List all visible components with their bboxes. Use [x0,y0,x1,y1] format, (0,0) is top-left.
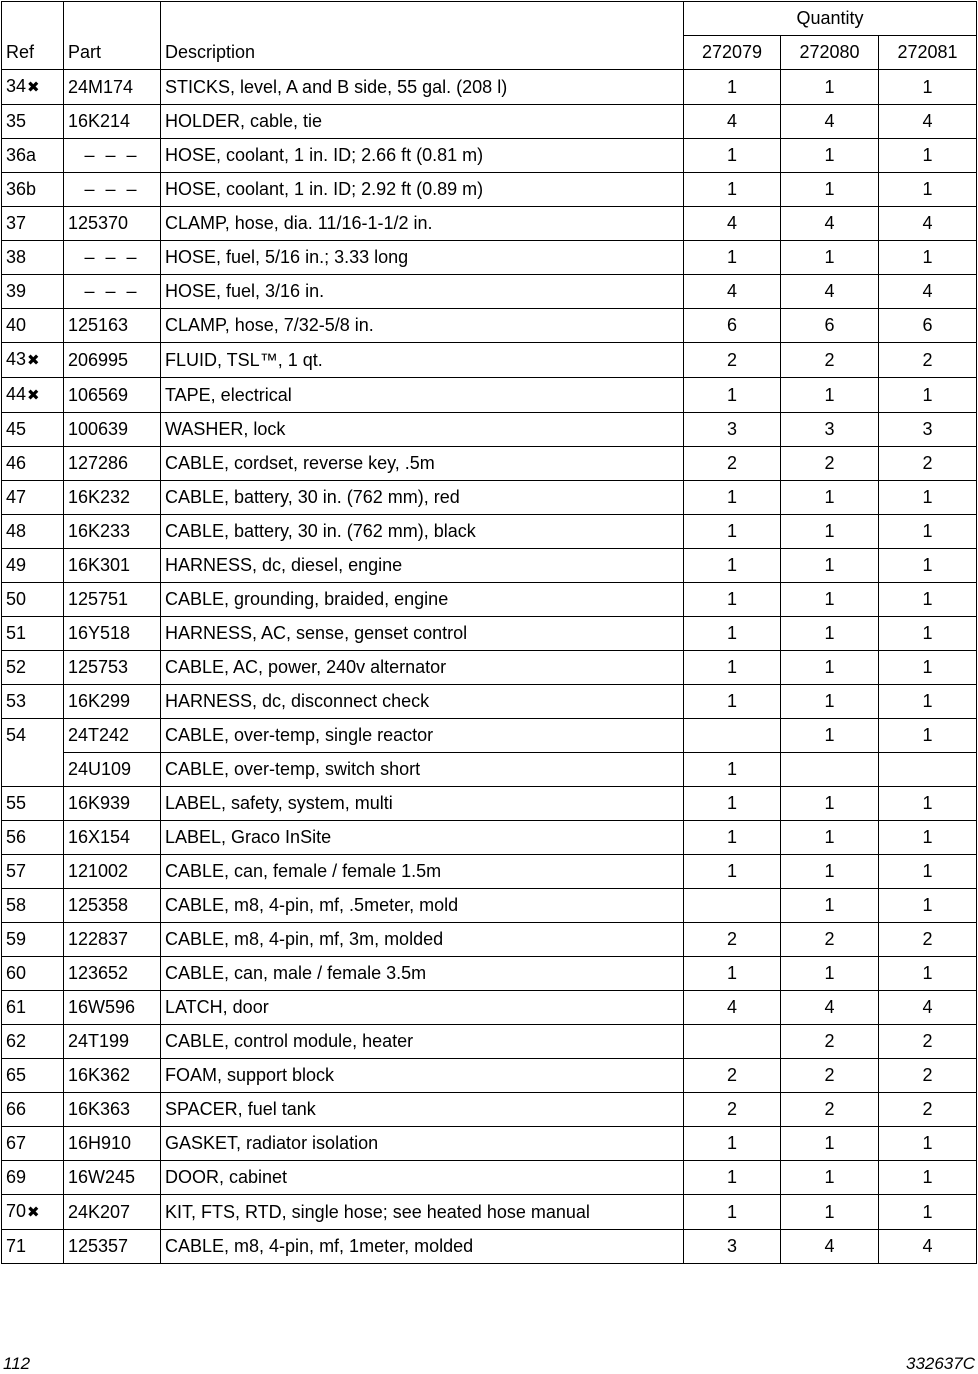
ref-number: 60 [6,963,27,983]
part-cell: 125163 [64,309,161,343]
ref-cell [2,1161,64,1195]
kit-mark-icon: ✖ [27,387,40,404]
ref-cell [2,821,64,855]
table-row [2,583,977,617]
quantity-cell: 1 [781,173,879,207]
ref-number: 66 [6,1099,27,1119]
quantity-cell: 1 [781,481,879,515]
description-cell: SPACER, fuel tank [161,1093,684,1127]
ref-number: 49 [6,555,27,575]
quantity-cell: 1 [684,787,781,821]
ref-cell [2,241,64,275]
part-cell: 16K233 [64,515,161,549]
ref-cell [2,1059,64,1093]
part-cell: 125357 [64,1230,161,1264]
quantity-cell: 1 [781,378,879,413]
table-row [2,309,977,343]
table-row [2,1195,977,1230]
quantity-cell: 2 [879,343,977,378]
quantity-cell: 4 [781,1230,879,1264]
ref-cell [2,207,64,241]
quantity-cell: 1 [879,685,977,719]
quantity-cell [684,889,781,923]
part-cell: 16W596 [64,991,161,1025]
quantity-cell: 1 [879,855,977,889]
part-cell: 16K939 [64,787,161,821]
quantity-cell: 1 [684,241,781,275]
ref-cell [2,378,64,413]
quantity-cell: 1 [684,1127,781,1161]
ref-number: 70 [6,1201,27,1221]
quantity-cell: 1 [879,787,977,821]
quantity-cell: 2 [879,1093,977,1127]
table-row [2,957,977,991]
ref-cell [2,515,64,549]
quantity-cell: 4 [781,991,879,1025]
description-cell: WASHER, lock [161,413,684,447]
quantity-cell: 1 [879,70,977,105]
ref-cell [2,957,64,991]
ref-cell [2,549,64,583]
description-cell: HARNESS, dc, diesel, engine [161,549,684,583]
description-cell: CABLE, grounding, braided, engine [161,583,684,617]
quantity-cell: 1 [684,821,781,855]
quantity-cell: 1 [781,139,879,173]
quantity-cell: 1 [684,753,781,787]
ref-number: 40 [6,315,27,335]
quantity-cell: 1 [781,719,879,753]
table-row [2,207,977,241]
part-cell: – – – [64,139,161,173]
quantity-cell: 1 [781,855,879,889]
quantity-cell: 4 [684,991,781,1025]
quantity-cell: 2 [879,1025,977,1059]
table-row [2,1093,977,1127]
part-cell: 125753 [64,651,161,685]
ref-number: 43 [6,349,27,369]
description-cell: HARNESS, dc, disconnect check [161,685,684,719]
table-row [2,515,977,549]
quantity-cell: 1 [684,515,781,549]
kit-mark-icon: ✖ [27,1204,40,1221]
ref-cell [2,719,64,787]
kit-mark-icon: ✖ [27,352,40,369]
quantity-cell: 1 [781,889,879,923]
part-cell: 16X154 [64,821,161,855]
description-cell: FLUID, TSL™, 1 qt. [161,343,684,378]
table-row [2,753,977,787]
table-row [2,378,977,413]
ref-cell [2,139,64,173]
description-cell: STICKS, level, A and B side, 55 gal. (208 l) [161,70,684,105]
part-cell: 206995 [64,343,161,378]
description-cell: CABLE, over-temp, switch short [161,753,684,787]
ref-cell [2,685,64,719]
quantity-cell: 1 [781,821,879,855]
table-row [2,651,977,685]
quantity-cell: 1 [781,1127,879,1161]
quantity-cell: 2 [684,1093,781,1127]
table-row [2,1127,977,1161]
ref-cell [2,105,64,139]
quantity-cell: 1 [879,515,977,549]
part-cell: 24T242 [64,719,161,753]
description-cell: DOOR, cabinet [161,1161,684,1195]
ref-number: 52 [6,657,27,677]
quantity-cell: 1 [684,957,781,991]
table-row [2,481,977,515]
part-cell: – – – [64,173,161,207]
part-cell: 16K363 [64,1093,161,1127]
quantity-cell: 1 [781,651,879,685]
quantity-cell: 1 [684,173,781,207]
quantity-cell: 1 [879,651,977,685]
quantity-cell: 1 [781,241,879,275]
table-row [2,1230,977,1264]
description-cell: LABEL, Graco InSite [161,821,684,855]
quantity-cell: 6 [781,309,879,343]
table-row [2,1059,977,1093]
table-row [2,343,977,378]
ref-cell [2,617,64,651]
description-header: Description [161,2,684,70]
quantity-cell: 1 [684,549,781,583]
quantity-cell: 4 [781,105,879,139]
ref-number: 55 [6,793,27,813]
quantity-cell: 4 [684,275,781,309]
quantity-cell: 1 [781,1195,879,1230]
part-cell: 24K207 [64,1195,161,1230]
part-cell: – – – [64,241,161,275]
quantity-cell: 4 [879,1230,977,1264]
quantity-cell: 4 [879,207,977,241]
part-cell: 24U109 [64,753,161,787]
quantity-cell: 1 [684,855,781,889]
quantity-cell: 2 [684,447,781,481]
part-cell: 121002 [64,855,161,889]
description-cell: CLAMP, hose, 7/32-5/8 in. [161,309,684,343]
part-cell: 123652 [64,957,161,991]
part-cell: – – – [64,275,161,309]
quantity-cell: 3 [684,413,781,447]
part-cell: 16K362 [64,1059,161,1093]
table-row [2,105,977,139]
ref-cell [2,1195,64,1230]
description-cell: HARNESS, AC, sense, genset control [161,617,684,651]
description-cell: CABLE, AC, power, 240v alternator [161,651,684,685]
ref-number: 45 [6,419,27,439]
description-cell: CABLE, m8, 4-pin, mf, 3m, molded [161,923,684,957]
quantity-cell: 2 [781,447,879,481]
table-row [2,275,977,309]
quantity-cell: 1 [781,515,879,549]
table-row [2,991,977,1025]
quantity-cell: 1 [879,889,977,923]
quantity-cell: 1 [781,957,879,991]
ref-number: 46 [6,453,27,473]
description-cell: CABLE, battery, 30 in. (762 mm), red [161,481,684,515]
ref-cell [2,413,64,447]
ref-cell [2,583,64,617]
quantity-cell: 3 [781,413,879,447]
ref-cell [2,1093,64,1127]
part-cell: 16K301 [64,549,161,583]
quantity-cell [781,753,879,787]
table-row [2,447,977,481]
quantity-cell: 1 [879,583,977,617]
quantity-cell: 4 [781,207,879,241]
ref-number: 65 [6,1065,27,1085]
quantity-cell: 1 [781,549,879,583]
ref-number: 35 [6,111,27,131]
description-cell: GASKET, radiator isolation [161,1127,684,1161]
quantity-cell: 6 [879,309,977,343]
quantity-cell: 1 [879,617,977,651]
part-cell: 125358 [64,889,161,923]
table-row [2,821,977,855]
ref-number: 59 [6,929,27,949]
quantity-cell: 2 [684,1059,781,1093]
ref-cell [2,343,64,378]
description-cell: HOSE, fuel, 3/16 in. [161,275,684,309]
ref-number: 67 [6,1133,27,1153]
ref-cell [2,1025,64,1059]
description-cell: HOLDER, cable, tie [161,105,684,139]
table-row [2,173,977,207]
part-cell: 122837 [64,923,161,957]
part-cell: 16W245 [64,1161,161,1195]
quantity-cell: 2 [879,923,977,957]
quantity-cell: 2 [684,923,781,957]
table-row [2,787,977,821]
page-number: 112 [3,1354,31,1373]
part-cell: 100639 [64,413,161,447]
quantity-cell: 1 [879,173,977,207]
part-cell: 16H910 [64,1127,161,1161]
quantity-cell: 1 [781,1161,879,1195]
quantity-cell: 1 [879,1127,977,1161]
description-cell: HOSE, coolant, 1 in. ID; 2.66 ft (0.81 m) [161,139,684,173]
ref-number: 48 [6,521,27,541]
ref-number: 61 [6,997,27,1017]
quantity-cell: 2 [781,923,879,957]
ref-cell [2,70,64,105]
table-row [2,1161,977,1195]
quantity-cell: 1 [684,139,781,173]
quantity-col-header: 272081 [879,36,977,70]
ref-cell [2,889,64,923]
ref-number: 39 [6,281,27,301]
quantity-cell: 1 [684,685,781,719]
ref-number: 36b [6,179,37,199]
part-cell: 125370 [64,207,161,241]
description-cell: CLAMP, hose, dia. 11/16-1-1/2 in. [161,207,684,241]
ref-cell [2,173,64,207]
description-cell: CABLE, control module, heater [161,1025,684,1059]
quantity-cell: 1 [879,1195,977,1230]
ref-cell [2,855,64,889]
quantity-cell: 1 [781,787,879,821]
table-row [2,139,977,173]
table-row [2,685,977,719]
description-cell: HOSE, fuel, 5/16 in.; 3.33 long [161,241,684,275]
quantity-cell: 2 [781,1093,879,1127]
part-cell: 16Y518 [64,617,161,651]
description-cell: FOAM, support block [161,1059,684,1093]
description-cell: TAPE, electrical [161,378,684,413]
quantity-cell: 4 [684,207,781,241]
quantity-cell: 2 [879,1059,977,1093]
description-cell: CABLE, can, female / female 1.5m [161,855,684,889]
part-cell: 127286 [64,447,161,481]
quantity-cell: 2 [684,343,781,378]
description-cell: KIT, FTS, RTD, single hose; see heated hose manual [161,1195,684,1230]
quantity-cell: 1 [781,583,879,617]
quantity-cell: 4 [781,275,879,309]
description-cell: HOSE, coolant, 1 in. ID; 2.92 ft (0.89 m) [161,173,684,207]
quantity-col-header: 272080 [781,36,879,70]
table-row [2,923,977,957]
table-row [2,413,977,447]
quantity-cell: 3 [684,1230,781,1264]
table-row [2,719,977,753]
quantity-cell: 1 [684,378,781,413]
ref-number: 58 [6,895,27,915]
part-cell: 16K214 [64,105,161,139]
kit-mark-icon: ✖ [27,79,40,96]
ref-number: 36a [6,145,37,165]
quantity-cell: 1 [684,1195,781,1230]
quantity-cell: 2 [781,1059,879,1093]
quantity-cell: 1 [781,685,879,719]
quantity-cell: 1 [879,481,977,515]
quantity-cell: 1 [684,1161,781,1195]
ref-cell [2,1127,64,1161]
quantity-cell: 1 [879,957,977,991]
quantity-cell: 1 [684,617,781,651]
ref-cell [2,787,64,821]
quantity-cell [684,719,781,753]
ref-number: 69 [6,1167,27,1187]
quantity-cell: 1 [879,549,977,583]
ref-number: 47 [6,487,27,507]
description-cell: LATCH, door [161,991,684,1025]
quantity-cell: 2 [879,447,977,481]
quantity-cell: 1 [684,481,781,515]
quantity-cell: 4 [684,105,781,139]
ref-cell [2,651,64,685]
ref-cell [2,1230,64,1264]
quantity-cell: 3 [879,413,977,447]
table-row [2,617,977,651]
ref-number: 37 [6,213,27,233]
description-cell: LABEL, safety, system, multi [161,787,684,821]
quantity-cell: 1 [684,583,781,617]
quantity-cell: 1 [781,70,879,105]
document-number: 332637C [905,1354,975,1373]
ref-number: 62 [6,1031,27,1051]
ref-number: 71 [6,1236,27,1256]
ref-number: 50 [6,589,27,609]
description-cell: CABLE, over-temp, single reactor [161,719,684,753]
ref-number: 54 [6,725,27,745]
description-cell: CABLE, m8, 4-pin, mf, 1meter, molded [161,1230,684,1264]
description-cell: CABLE, can, male / female 3.5m [161,957,684,991]
ref-number: 51 [6,623,27,643]
quantity-cell: 1 [684,651,781,685]
part-cell: 24T199 [64,1025,161,1059]
ref-number: 34 [6,76,27,96]
description-cell: CABLE, cordset, reverse key, .5m [161,447,684,481]
parts-table-header [2,2,977,70]
part-cell: 106569 [64,378,161,413]
description-cell: CABLE, battery, 30 in. (762 mm), black [161,515,684,549]
quantity-cell: 2 [781,1025,879,1059]
ref-cell [2,309,64,343]
table-row [2,241,977,275]
quantity-cell: 2 [781,343,879,378]
part-cell: 16K232 [64,481,161,515]
ref-cell [2,481,64,515]
parts-table [1,1,977,1264]
quantity-cell [684,1025,781,1059]
table-row [2,855,977,889]
ref-number: 44 [6,384,27,404]
table-row [2,889,977,923]
part-header: Part [64,2,161,70]
quantity-cell: 1 [879,821,977,855]
quantity-header: Quantity [684,2,977,36]
quantity-cell: 1 [879,241,977,275]
ref-cell [2,275,64,309]
ref-number: 57 [6,861,27,881]
table-row [2,70,977,105]
ref-number: 38 [6,247,27,267]
quantity-cell: 4 [879,275,977,309]
quantity-cell: 1 [879,378,977,413]
part-cell: 125751 [64,583,161,617]
quantity-cell [879,753,977,787]
description-cell: CABLE, m8, 4-pin, mf, .5meter, mold [161,889,684,923]
table-row [2,549,977,583]
quantity-cell: 4 [879,991,977,1025]
ref-cell [2,923,64,957]
ref-number: 53 [6,691,27,711]
quantity-cell: 1 [879,139,977,173]
ref-number: 56 [6,827,27,847]
ref-cell [2,991,64,1025]
quantity-col-header: 272079 [684,36,781,70]
part-cell: 16K299 [64,685,161,719]
ref-cell [2,447,64,481]
ref-header: Ref [2,2,64,70]
parts-table-body [2,70,977,1264]
quantity-cell: 1 [781,617,879,651]
quantity-cell: 4 [879,105,977,139]
quantity-cell: 1 [879,1161,977,1195]
quantity-cell: 1 [684,70,781,105]
quantity-cell: 6 [684,309,781,343]
quantity-cell: 1 [879,719,977,753]
table-row [2,1025,977,1059]
part-cell: 24M174 [64,70,161,105]
